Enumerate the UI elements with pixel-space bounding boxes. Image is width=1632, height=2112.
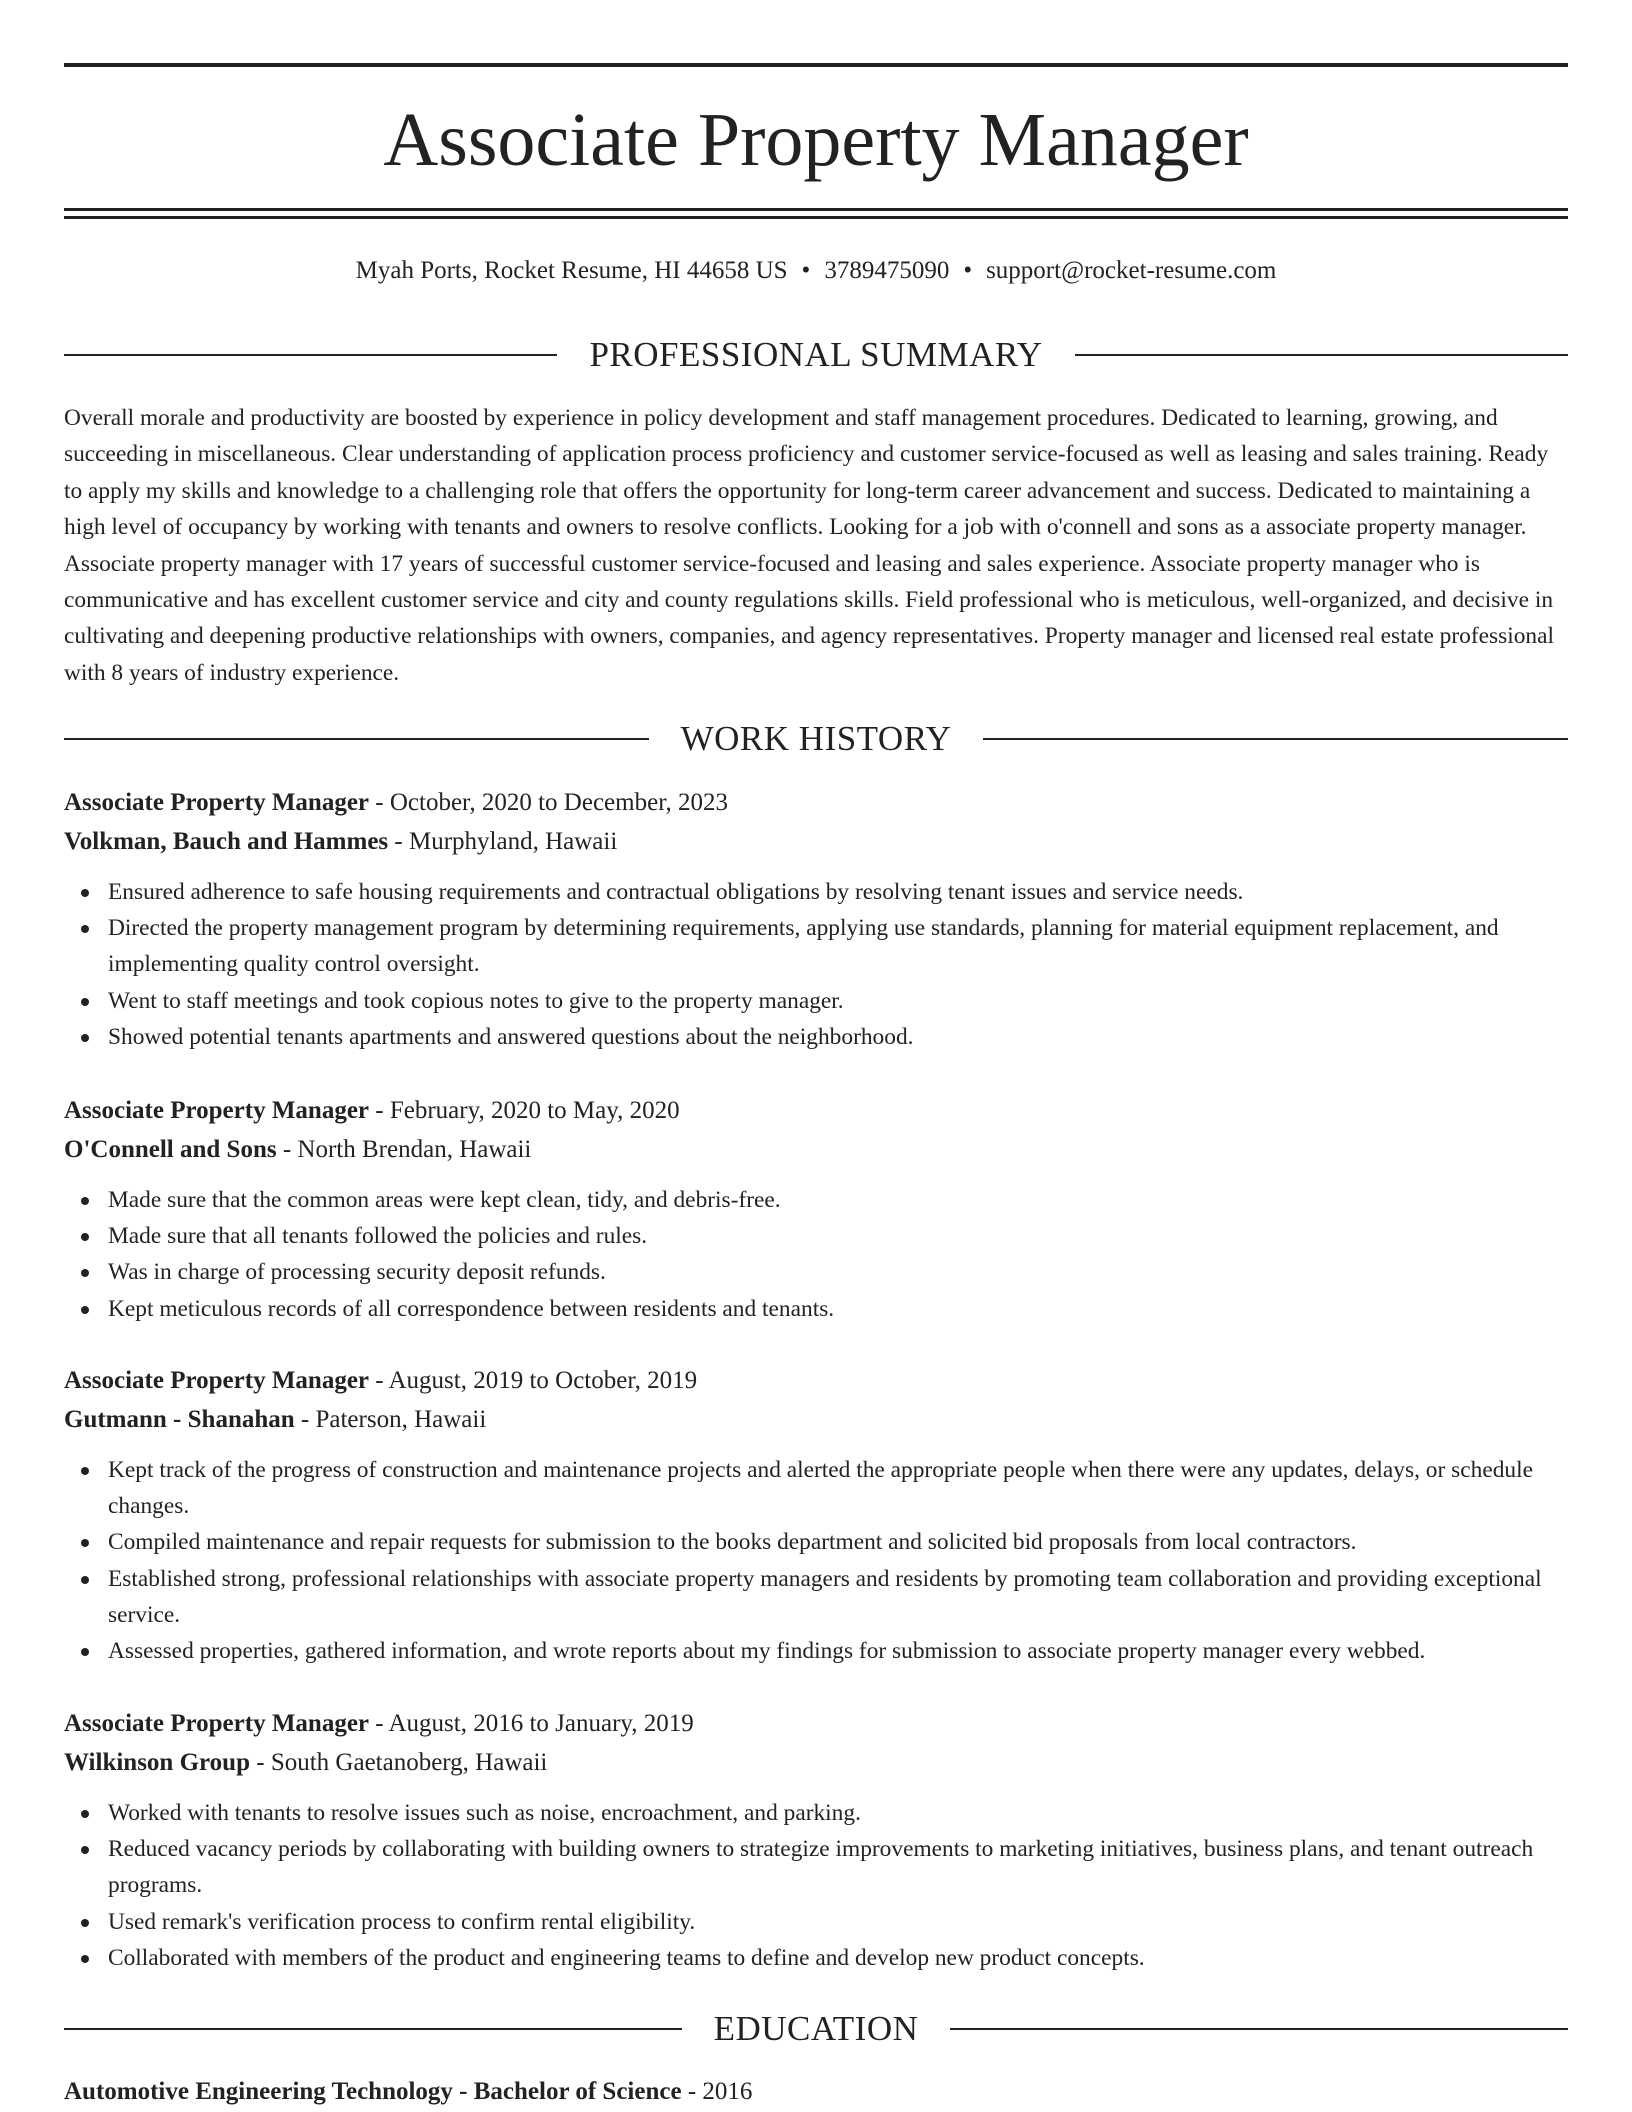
- section-title: WORK HISTORY: [680, 719, 952, 758]
- job-title: Associate Property Manager: [64, 789, 370, 816]
- heading-rule-left: [64, 354, 557, 356]
- job-bullet: Ensured adherence to safe housing requirements and contractual obligations by resolving tenant issues and service needs.: [108, 874, 1568, 910]
- job-location: South Gaetanoberg, Hawaii: [270, 1749, 548, 1776]
- contact-address: Myah Ports, Rocket Resume, HI 44658 US: [355, 257, 788, 284]
- job-title: Associate Property Manager: [64, 1097, 370, 1124]
- job-dates: August, 2016 to January, 2019: [388, 1710, 694, 1737]
- section-title: PROFESSIONAL SUMMARY: [589, 335, 1043, 374]
- job-bullet: Made sure that the common areas were kept clean, tidy, and debris-free.: [108, 1182, 1568, 1218]
- section-heading-summary: [64, 333, 1568, 377]
- job-dates: August, 2019 to October, 2019: [388, 1367, 698, 1394]
- job-bullets: [64, 1452, 1568, 1669]
- job-bullet: Assessed properties, gathered information, and wrote reports about my findings for submission to associate property manager every webbed.: [108, 1633, 1568, 1669]
- section-heading-work: [64, 717, 1568, 761]
- job-bullet: Collaborated with members of the product and engineering teams to define and develop new product concepts.: [108, 1940, 1568, 1976]
- title-rule-upper: [64, 208, 1568, 211]
- contact-email: support@rocket-resume.com: [986, 257, 1277, 284]
- section-title: EDUCATION: [713, 2009, 919, 2048]
- job-title: Associate Property Manager: [64, 1367, 370, 1394]
- job-bullet: Compiled maintenance and repair requests for submission to the books department and solicited bid proposals from local contractors.: [108, 1524, 1568, 1560]
- job-dates: October, 2020 to December, 2023: [389, 789, 729, 816]
- job-bullet: Showed potential tenants apartments and answered questions about the neighborhood.: [108, 1019, 1568, 1055]
- job-company-line: Volkman, Bauch and Hammes - Murphyland, Hawaii: [64, 828, 618, 855]
- job-bullet: Directed the property management program by determining requirements, applying use standards, planning for material equipment replacement, and implementing quality control oversight.: [108, 910, 1568, 982]
- job-company: Wilkinson Group: [64, 1749, 250, 1776]
- professional-summary: Overall morale and productivity are boosted by experience in policy development and staff management procedures. Dedicated to learning, growing, and succeeding in miscellaneous. Clear understanding of application process proficiency and customer service-focused as well as leasing and sales training. Ready to apply my skills and knowledge to a challenging role that offers the opportunity for long-term career advancement and success. Dedicated to maintaining a high level of occupancy by working with tenants and owners to resolve conflicts. Looking for a job with o'connell and sons as a associate property manager. Associate property manager with 17 years of successful customer service-focused and leasing and sales experience. Associate property manager who is communicative and has excellent customer service and city and county regulations skills. Field professional who is meticulous, well-organized, and decisive in cultivating and deepening productive relationships with owners, companies, and agency representatives. Property manager and licensed real estate professional with 8 years of industry experience.: [64, 405, 1554, 686]
- job-bullet: Made sure that all tenants followed the policies and rules.: [108, 1218, 1568, 1254]
- page-title: Associate Property Manager: [383, 98, 1249, 182]
- job-entry: [64, 784, 1568, 1055]
- job-location: Paterson, Hawaii: [315, 1406, 487, 1433]
- contact-separator: •: [963, 257, 973, 284]
- job-bullet: Established strong, professional relationships with associate property managers and residents by promoting team collaboration and providing exceptional service.: [108, 1561, 1568, 1633]
- job-company: Volkman, Bauch and Hammes: [64, 828, 389, 855]
- heading-rule-right: [983, 738, 1568, 740]
- contact-separator: •: [801, 257, 811, 284]
- job-location: Murphyland, Hawaii: [408, 828, 618, 855]
- heading-rule-left: [64, 738, 649, 740]
- job-title-line: Associate Property Manager - August, 2019 to October, 2019: [64, 1367, 698, 1394]
- job-entry: [64, 1092, 1568, 1327]
- contact-phone: 3789475090: [824, 257, 950, 284]
- section-heading-education: [64, 2007, 1568, 2051]
- job-bullet: Used remark's verification process to confirm rental eligibility.: [108, 1904, 1568, 1940]
- job-bullet: Worked with tenants to resolve issues such as noise, encroachment, and parking.: [108, 1795, 1568, 1831]
- job-location: North Brendan, Hawaii: [297, 1136, 532, 1163]
- job-company: Gutmann - Shanahan: [64, 1406, 295, 1433]
- job-bullet: Kept track of the progress of construction and maintenance projects and alerted the appropriate people when there were any updates, delays, or schedule changes.: [108, 1452, 1568, 1524]
- job-title: Associate Property Manager: [64, 1710, 370, 1737]
- contact-line: [64, 254, 1568, 288]
- job-title-line: Associate Property Manager - August, 2016 to January, 2019: [64, 1710, 694, 1737]
- job-bullet: Reduced vacancy periods by collaborating with building owners to strategize improvements to marketing initiatives, business plans, and tenant outreach programs.: [108, 1831, 1568, 1903]
- heading-rule-left: [64, 2028, 682, 2030]
- heading-rule-right: [950, 2028, 1568, 2030]
- education-year: 2016: [702, 2078, 753, 2105]
- job-company: O'Connell and Sons: [64, 1136, 277, 1163]
- title-rule-lower: [64, 216, 1568, 219]
- job-bullets: [64, 874, 1568, 1055]
- education-degree: Automotive Engineering Technology - Bachelor of Science: [64, 2078, 682, 2105]
- education-entry: Automotive Engineering Technology - Bachelor of Science - 2016: [64, 2078, 753, 2105]
- job-entry: [64, 1362, 1568, 1669]
- job-dates: February, 2020 to May, 2020: [389, 1097, 680, 1124]
- job-bullet: Was in charge of processing security deposit refunds.: [108, 1254, 1568, 1290]
- job-title-line: Associate Property Manager - October, 2020 to December, 2023: [64, 789, 729, 816]
- job-bullet: Kept meticulous records of all correspondence between residents and tenants.: [108, 1291, 1568, 1327]
- job-company-line: O'Connell and Sons - North Brendan, Hawaii: [64, 1136, 532, 1163]
- job-bullets: [64, 1795, 1568, 1976]
- job-company-line: Wilkinson Group - South Gaetanoberg, Hawaii: [64, 1749, 548, 1776]
- job-bullet: Went to staff meetings and took copious notes to give to the property manager.: [108, 983, 1568, 1019]
- job-title-line: Associate Property Manager - February, 2020 to May, 2020: [64, 1097, 680, 1124]
- job-company-line: Gutmann - Shanahan - Paterson, Hawaii: [64, 1406, 487, 1433]
- top-rule: [64, 63, 1568, 67]
- job-entry: [64, 1705, 1568, 1976]
- job-bullets: [64, 1182, 1568, 1327]
- heading-rule-right: [1075, 354, 1568, 356]
